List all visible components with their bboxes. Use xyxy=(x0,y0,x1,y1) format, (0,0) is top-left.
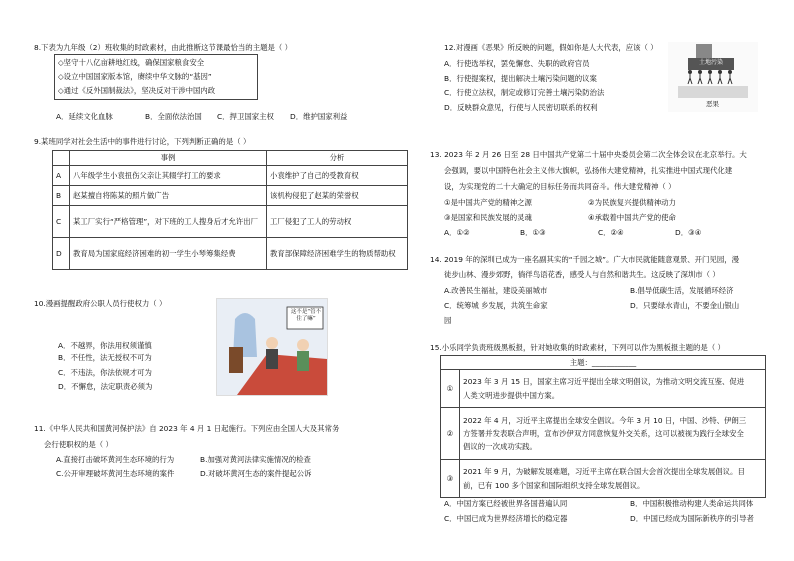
q15-row-key: ② xyxy=(441,408,460,460)
q12-option-a: A．行使选举权，罢免懈怠、失职的政府官员 xyxy=(444,59,590,68)
q12-stem: 12.对漫画《恶果》所反映的问题，假如你是人大代表，应该（ ） xyxy=(444,43,658,52)
q12-cartoon-caption: 恶果 xyxy=(706,100,719,108)
q15-option-c: C．中国已成为世界经济增长的稳定器 xyxy=(444,514,568,523)
q9-row-case: 教育局为国家庭经济困难的初一学生小琴筹集经费 xyxy=(70,238,267,270)
q9-row-analysis: 该机构侵犯了赵某的荣誉权 xyxy=(267,186,408,206)
q11-stem-line-1: 11.《中华人民共和国黄河保护法》自 2023 年 4 月 1 日起施行。下列应由全国人大及其常务 xyxy=(34,424,340,433)
q8-box-line-3: ◇通过《反外国制裁法》，坚决反对干涉中国内政 xyxy=(58,86,216,95)
q12-option-d: D．反映群众意见，行使与人民密切联系的权利 xyxy=(444,103,598,112)
q15-option-d: D．中国已经成为国际新秩序的引导者 xyxy=(630,514,754,523)
q15-option-b: B．中国积极推动构建人类命运共同体 xyxy=(630,499,754,508)
q10-option-c: C．不违法，你法依规才可为 xyxy=(58,368,152,377)
table-row xyxy=(53,166,408,186)
q12-cartoon xyxy=(668,42,758,112)
table-row xyxy=(441,460,766,498)
q8-option-c: C．捍卫国家主权 xyxy=(217,112,274,121)
table-row xyxy=(53,206,408,238)
q12-option-b: B．行使提案权，提出解决土壤污染问题的议案 xyxy=(444,74,597,83)
q13-option-c: C．②④ xyxy=(598,228,624,237)
q14-option-d: D．只要绿水青山，不要金山银山 xyxy=(630,301,740,310)
q11-option-b: B.加强对黄河法律实施情况的检查 xyxy=(200,455,311,464)
q15-stem: 15.小乐同学负责班级黑板报，针对她收集的时政素材，下列可以作为黑板报主题的是（ ） xyxy=(430,343,725,352)
q8-option-a: A．延续文化血脉 xyxy=(56,112,113,121)
q15-table xyxy=(440,355,766,498)
q9-row-key: D xyxy=(53,238,70,270)
q13-option-d: D．③④ xyxy=(675,228,702,237)
q13-option-b: B．①③ xyxy=(520,228,546,237)
q15-row-line: 倡议的一次成功实践。 xyxy=(463,442,537,452)
q10-option-d: D．不懈怠，法定职责必须为 xyxy=(58,382,153,391)
table-row xyxy=(441,370,766,408)
q13-line-1: 13. 2023 年 2 月 26 日至 28 日中国共产党第二十届中央委员会第二次全体会议在北京举行。大 xyxy=(430,150,747,159)
q15-row-line: 2021 年 9 月，为破解发展难题，习近平主席在联合国大会首次提出全球发展倡议。目 xyxy=(463,467,745,477)
q8-stem: 8.下表为九年级（2）班收集的时政素材，由此推断这节课最恰当的主题是（ ） xyxy=(34,43,292,52)
q10-option-b: B．不任性，法无授权不可为 xyxy=(58,353,152,362)
q8-option-d: D．维护国家利益 xyxy=(290,112,348,121)
q9-row-key: B xyxy=(53,186,70,206)
q15-row-key: ① xyxy=(441,370,460,408)
q15-header: 主题：____________ xyxy=(441,356,766,370)
q15-row-line: 2022 年 4 月，习近平主席提出全球安全倡议。今年 3 月 10 日，中国、沙特、伊朗三 xyxy=(463,415,747,425)
q14-option-a: A.改善民生福祉，建设美丽城市 xyxy=(444,286,548,295)
q9-row-analysis: 小袁维护了自己的受教育权 xyxy=(267,166,408,186)
q8-option-b: B．全面依法治国 xyxy=(145,112,202,121)
q15-row-line: 人类文明进步提供中国方案。 xyxy=(463,390,560,400)
q9-row-case: 赵某擅自将陈某的照片做广告 xyxy=(70,186,267,206)
q14-option-c: C．统筹城 乡发展，共筑生命家 xyxy=(444,301,548,310)
q8-box-line-2: ◇设立中国国家版本馆，赓续中华文脉的“基因” xyxy=(58,72,212,81)
q11-option-a: A.直接打击破坏黄河生态环境的行为 xyxy=(56,455,175,464)
q8-box-line-1: ◇坚守十八亿亩耕地红线，确保国家粮食安全 xyxy=(58,58,205,67)
q8-material-box xyxy=(54,54,258,100)
q14-option-b: B.倡导低碳生活，发展循环经济 xyxy=(630,286,734,295)
q9-header-case: 事例 xyxy=(70,151,267,166)
q12-option-c: C．行使立法权，制定或修订完善土壤污染防治法 xyxy=(444,88,605,97)
q12-cartoon-sign: 土地污染 xyxy=(698,59,723,66)
q13-line-3: 设，为实现党的二十大确定的目标任务而共同奋斗。伟大建党精神（ ） xyxy=(444,182,676,191)
q10-cartoon xyxy=(216,298,328,396)
q15-option-a: A．中国方案已经被世界各国普遍认同 xyxy=(444,499,568,508)
table-row xyxy=(53,186,408,206)
q13-item-1: ①是中国共产党的精神之源 xyxy=(444,198,532,207)
q11-stem-line-2: 会行使职权的是（ ） xyxy=(44,440,113,449)
q14-line-2: 徒步山林、漫步郊野，徜徉鸟语花香，感受人与自然和谐共生。这反映了深圳市（ ） xyxy=(444,270,720,279)
q9-row-key: A xyxy=(53,166,70,186)
q14-option-trail: 园 xyxy=(444,316,452,325)
q13-item-3: ③是国家和民族发展的灵魂 xyxy=(444,213,532,222)
q9-row-case: 八年级学生小袁扭伤父亲让其辍学打工的要求 xyxy=(70,166,267,186)
q9-header-blank xyxy=(53,151,70,166)
q13-option-a: A．①② xyxy=(444,228,470,237)
q9-row-analysis: 工厂侵犯了工人的劳动权 xyxy=(267,206,408,238)
q11-option-c: C.公开审理破坏黄河生态环境的案件 xyxy=(56,469,175,478)
q10-option-a: A．不越界，你法用权须谨慎 xyxy=(58,341,152,350)
q13-item-4: ④承载着中国共产党的使命 xyxy=(588,213,676,222)
q13-item-2: ②为民族复兴提供精神动力 xyxy=(588,198,676,207)
q9-row-analysis: 教育部保障经济困难学生的物质帮助权 xyxy=(267,238,408,270)
table-row xyxy=(441,408,766,460)
q9-table xyxy=(52,150,408,270)
q14-line-1: 14. 2019 年的深圳已成为一座名副其实的“千园之城”。广大市民就能随意观景、开门见园，漫 xyxy=(430,255,739,264)
q15-row-key: ③ xyxy=(441,460,460,498)
q10-cartoon-caption: 这不是“管不住了嘛” xyxy=(290,309,322,322)
q9-header-analysis: 分析 xyxy=(267,151,408,166)
q9-stem: 9.某班同学对社会生活中的事件进行讨论，下列判断正确的是（ ） xyxy=(34,137,251,146)
q15-row-line: 前，已有 100 多个国家和国际组织支持全球发展倡议。 xyxy=(463,480,645,490)
q15-row-line: 2023 年 3 月 15 日，国家主席习近平提出全球文明倡议，为推动文明交流互鉴、促进 xyxy=(463,377,745,387)
q15-row-line: 方签署并发表联合声明，宣布沙伊双方同意恢复外交关系，这可以被视为践行全球安全 xyxy=(463,428,744,438)
q9-row-case: 某工厂实行“严格管理”，对下班的工人搜身后才允许出厂 xyxy=(70,206,267,238)
q9-row-key: C xyxy=(53,206,70,238)
q13-line-2: 会强调，要以中国特色社会主义伟大旗帜，弘扬伟大建党精神，扎实推进中国式现代化建 xyxy=(444,166,733,175)
table-row xyxy=(53,238,408,270)
q10-stem: 10.漫画提醒政府公职人员行使权力（ ） xyxy=(34,299,167,308)
q11-option-d: D.对破坏黄河生态的案件提起公诉 xyxy=(200,469,312,478)
